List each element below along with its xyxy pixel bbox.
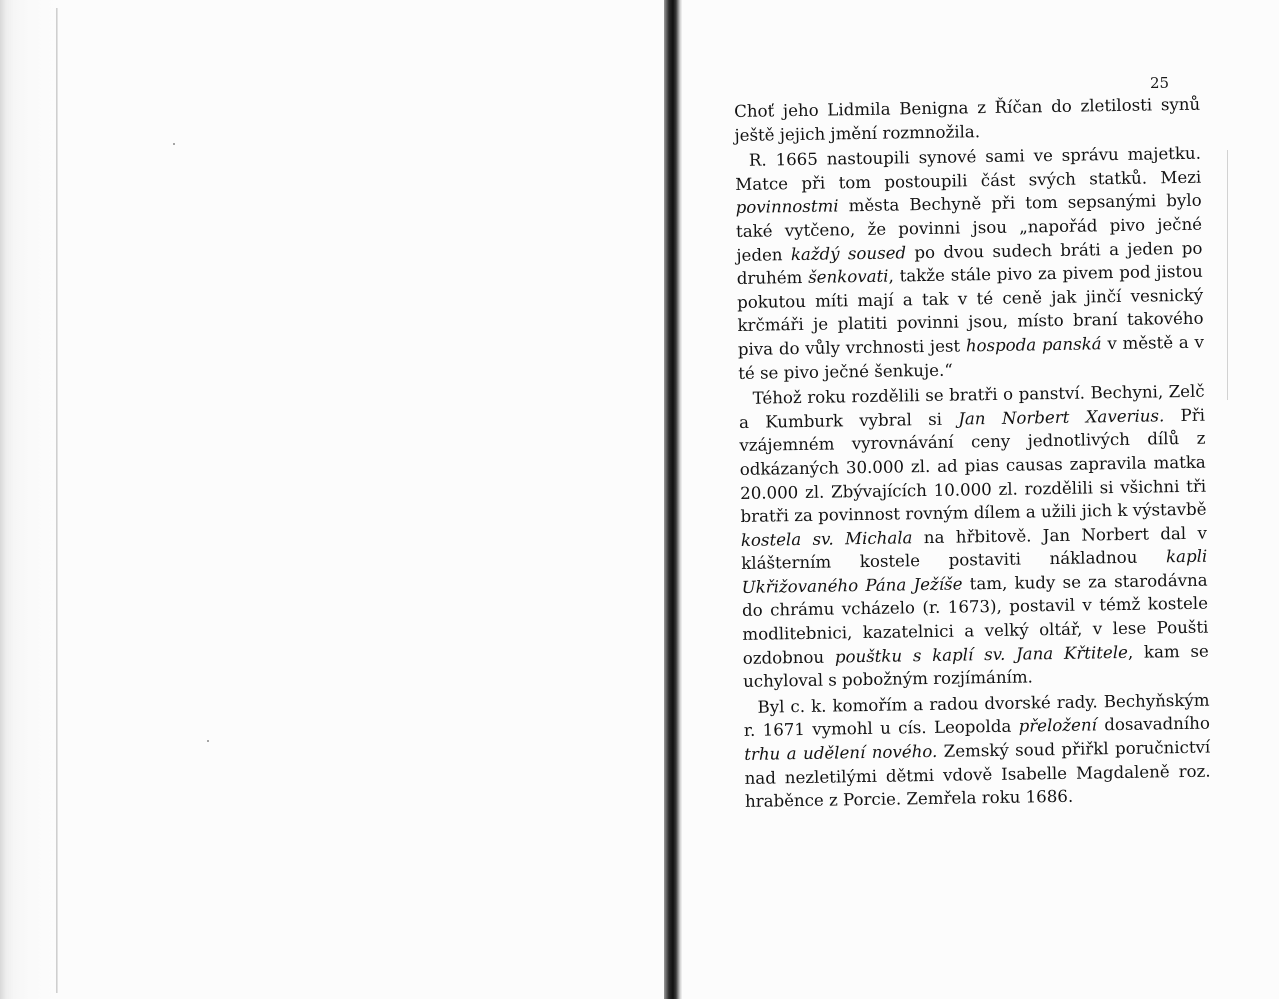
italic-phrase: trhu a udělení nového. xyxy=(744,741,938,764)
text-run: tam, kudy se za starodávna do chrámu vcházelo (r. 1673), postavil v témž kostele modlitebnici, kazatelnici a velký oltář, v lese Poušti ozdobnou xyxy=(741,570,1209,668)
italic-phrase: šenkovati xyxy=(808,266,889,288)
text-run: Zemský soud přiřkl poručnictví nad nezletilými dětmi vdově Isabelle Magdaleně roz. hraběnce z Porcie. Zemřela roku 1686. xyxy=(744,737,1211,812)
italic-phrase: Jan Norbert Xaverius. xyxy=(958,406,1165,429)
paragraph xyxy=(735,142,1205,385)
text-run: Při vzájemném vyrovnávání ceny jednotlivých dílů z odkázaných 30.000 zl. ad pias causas zapravila matka 20.000 zl. Zbývajících 10.000 zl. rozdělili si všichni tři bratři za povinnost rovným dílem a užili jich k výstavbě xyxy=(739,405,1207,527)
page-number: 25 xyxy=(1150,74,1170,92)
book-gutter xyxy=(664,0,682,999)
paragraph xyxy=(739,380,1210,694)
italic-phrase: přeložení xyxy=(1018,715,1098,737)
left-page-edge-shading xyxy=(0,0,60,999)
text-run: Choť jeho Lidmila Benigna z Říčan do zletilosti synů ještě jejich jmění rozmnožila. xyxy=(734,94,1201,145)
text-run: Téhož roku rozdělili se bratři o panství. Bechyni, Zelč a Kumburk vybral si xyxy=(738,381,1205,432)
text-run: dosavadního xyxy=(1096,714,1211,735)
paper-speck xyxy=(173,143,175,145)
text-run: Byl c. k. komořím a radou dvorské rady. Bechyňským r. 1671 vymohl u cís. Leopolda xyxy=(743,690,1210,741)
italic-phrase: kostela sv. Michala xyxy=(740,527,913,550)
text-run: , kam se uchyloval s pobožným rozjímáním. xyxy=(742,641,1209,692)
italic-phrase: každý soused xyxy=(790,242,907,264)
left-page-stacked-edges xyxy=(56,8,79,993)
text-run: , takže stále pivo za pivem pod jistou pokutou míti mají a tak v té ceně jak jinčí vesnický krčmáři je platiti povinni jsou, místo braní takového piva do vůly vrchnosti jest xyxy=(737,261,1204,359)
text-run: města Bechyně při tom sepsanými bylo také vytčeno, že povinni jsou „napořád pivo ječné jeden xyxy=(735,191,1203,265)
text-run: po dvou sudech bráti a jeden po druhém xyxy=(736,238,1203,289)
right-page-margin-mark xyxy=(1227,150,1228,400)
text-run: R. 1665 nastoupili synové sami ve správu majetku. Matce při tom postoupili část svých statků. Mezi xyxy=(735,143,1202,194)
text-run: na hřbitově. Jan Norbert dal v klášterním kostele postaviti nákladnou xyxy=(741,523,1208,574)
paragraph xyxy=(734,93,1201,148)
paragraph xyxy=(743,688,1211,813)
italic-phrase: hospoda panská xyxy=(965,334,1102,356)
paper-speck xyxy=(207,740,209,742)
body-text xyxy=(734,93,1211,814)
italic-phrase: pouštku s kaplí sv. Jana Křtitele xyxy=(834,642,1129,667)
italic-phrase: povinnostmi xyxy=(735,196,839,218)
italic-phrase: kapli Ukřižovaného Pána Ježíše xyxy=(741,546,1208,597)
text-run: v městě a v té se pivo ječné šenkuje.“ xyxy=(738,332,1205,383)
